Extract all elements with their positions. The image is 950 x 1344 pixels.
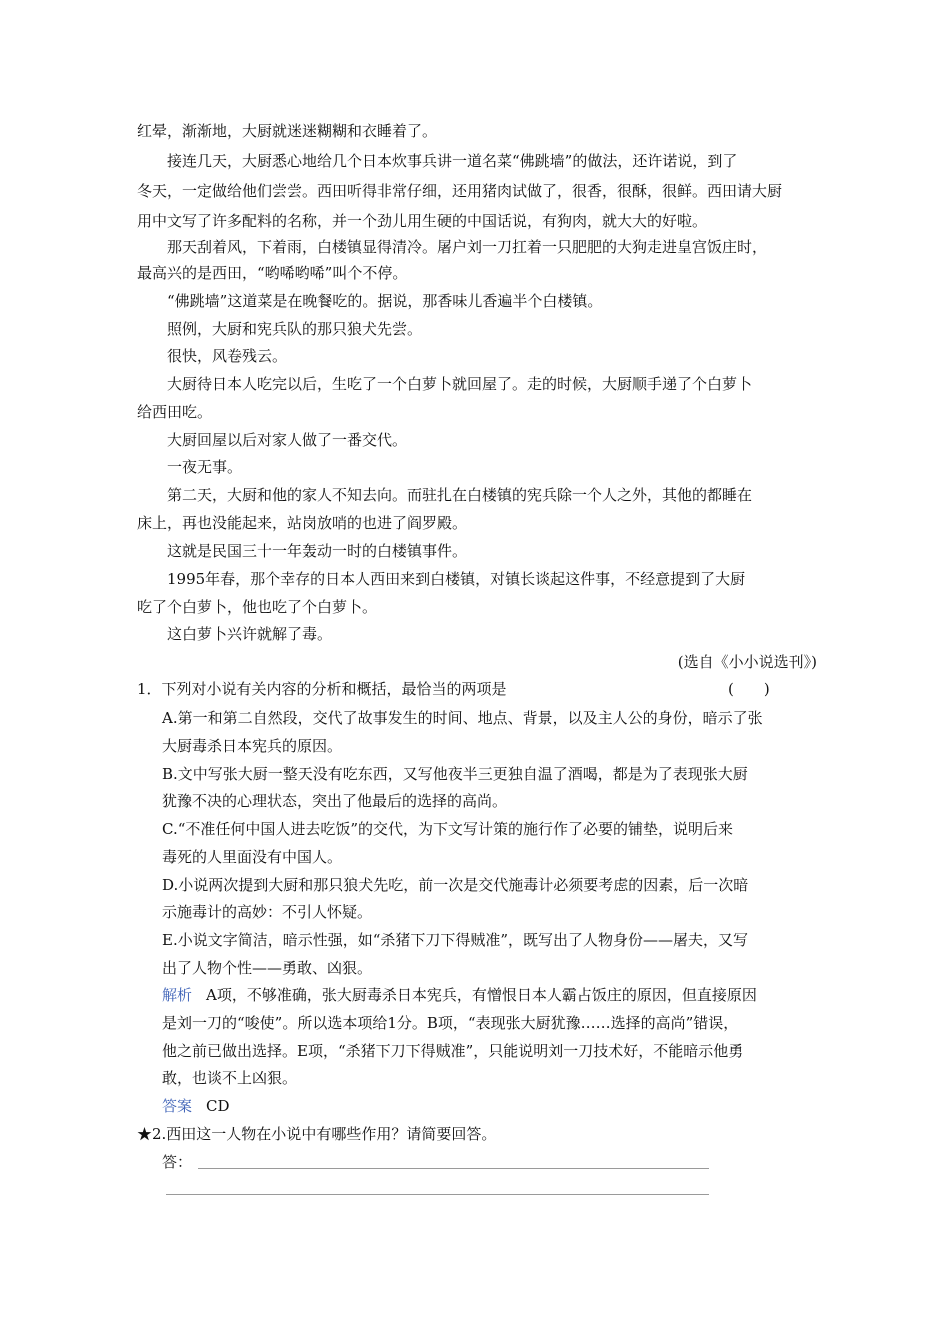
story-line: “佛跳墙”这道菜是在晚餐吃的。据说，那香味儿香遍半个白楼镇。 bbox=[167, 292, 603, 310]
analysis-line bbox=[162, 985, 842, 1005]
option-b: B.文中写张大厨一整天没有吃东西，又写他夜半三更独自温了酒喝，都是为了表现张大厨 bbox=[162, 765, 748, 783]
analysis-line: 敢，也谈不上凶狠。 bbox=[162, 1069, 298, 1087]
option-b-cont: 犹豫不决的心理状态，突出了他最后的选择的高尚。 bbox=[162, 792, 508, 810]
answer-value: CD bbox=[206, 1097, 230, 1115]
story-line: 床上，再也没能起来，站岗放哨的也进了阎罗殿。 bbox=[137, 514, 468, 532]
story-line: 那天刮着风，下着雨，白楼镇显得清冷。屠户刘一刀扛着一只肥肥的大狗走进皇宫饭庄时， bbox=[167, 238, 768, 256]
story-line: 最高兴的是西田，“哟唏哟唏”叫个不停。 bbox=[137, 264, 408, 282]
option-a-cont: 大厨毒杀日本宪兵的原因。 bbox=[162, 737, 343, 755]
story-line: 冬天，一定做给他们尝尝。西田听得非常仔细，还用猪肉试做了，很香，很酥，很鲜。西田请大厨 bbox=[137, 182, 783, 200]
answer-label: 答案 bbox=[162, 1097, 193, 1115]
story-line: 大厨回屋以后对家人做了一番交代。 bbox=[167, 431, 408, 449]
story-line: 很快，风卷残云。 bbox=[167, 347, 288, 365]
question-1-stem: 1．下列对小说有关内容的分析和概括，最恰当的两项是 bbox=[137, 680, 507, 698]
option-a: A.第一和第二自然段，交代了故事发生的时间、地点、背景，以及主人公的身份，暗示了张 bbox=[162, 709, 763, 727]
story-line: 接连几天，大厨悉心地给几个日本炊事兵讲一道名菜“佛跳墙”的做法，还许诺说，到了 bbox=[167, 152, 738, 170]
option-c: C.“不准任何中国人进去吃饭”的交代，为下文写计策的施行作了必要的铺垫，说明后来 bbox=[162, 820, 734, 838]
analysis-line: 他之前已做出选择。E项，“杀猪下刀下得贼准”，只能说明刘一刀技术好，不能暗示他勇 bbox=[162, 1042, 744, 1060]
answer-prefix: 答： bbox=[162, 1153, 193, 1171]
story-line: 红晕，渐渐地，大厨就迷迷糊糊和衣睡着了。 bbox=[137, 122, 438, 140]
option-d: D.小说两次提到大厨和那只狼犬先吃，前一次是交代施毒计必须要考虑的因素，后一次暗 bbox=[162, 876, 749, 894]
analysis-line: 是刘一刀的“唆使”。所以选本项给1分。B项，“表现张大厨犹豫……选择的高尚”错误， bbox=[162, 1014, 739, 1032]
story-line: 吃了个白萝卜，他也吃了个白萝卜。 bbox=[137, 598, 378, 616]
source-citation: (选自《小小说选刊》) bbox=[677, 653, 817, 671]
option-d-cont: 示施毒计的高妙：不引人怀疑。 bbox=[162, 903, 373, 921]
option-e: E.小说文字简洁，暗示性强，如“杀猪下刀下得贼准”，既写出了人物身份——屠夫，又写 bbox=[162, 931, 749, 949]
story-line: 一夜无事。 bbox=[167, 458, 243, 476]
answer-bracket: ( ) bbox=[728, 680, 770, 698]
analysis-label: 解析 bbox=[162, 986, 193, 1004]
story-line: 这白萝卜兴许就解了毒。 bbox=[167, 625, 333, 643]
story-line: 这就是民国三十一年轰动一时的白楼镇事件。 bbox=[167, 542, 468, 560]
story-line: 1995年春，那个幸存的日本人西田来到白楼镇，对镇长谈起这件事，不经意提到了大厨 bbox=[167, 570, 746, 588]
story-line: 用中文写了许多配料的名称，并一个劲儿用生硬的中国话说，有狗肉，就大大的好啦。 bbox=[137, 212, 708, 230]
option-c-cont: 毒死的人里面没有中国人。 bbox=[162, 848, 343, 866]
story-line: 给西田吃。 bbox=[137, 403, 213, 421]
answer-blank-line[interactable] bbox=[166, 1194, 709, 1195]
story-line: 大厨待日本人吃完以后，生吃了一个白萝卜就回屋了。走的时候，大厨顺手递了个白萝卜 bbox=[167, 375, 753, 393]
question-2-stem: ★2.西田这一人物在小说中有哪些作用？请简要回答。 bbox=[137, 1125, 497, 1143]
analysis-text: A项，不够准确，张大厨毒杀日本宪兵，有憎恨日本人霸占饭庄的原因，但直接原因 bbox=[206, 986, 757, 1004]
story-line: 照例，大厨和宪兵队的那只狼犬先尝。 bbox=[167, 320, 423, 338]
story-line: 第二天，大厨和他的家人不知去向。而驻扎在白楼镇的宪兵除一个人之外，其他的都睡在 bbox=[167, 486, 753, 504]
answer-blank-line[interactable] bbox=[198, 1168, 709, 1169]
answer-line bbox=[162, 1096, 842, 1116]
option-e-cont: 出了人物个性——勇敢、凶狠。 bbox=[162, 959, 373, 977]
